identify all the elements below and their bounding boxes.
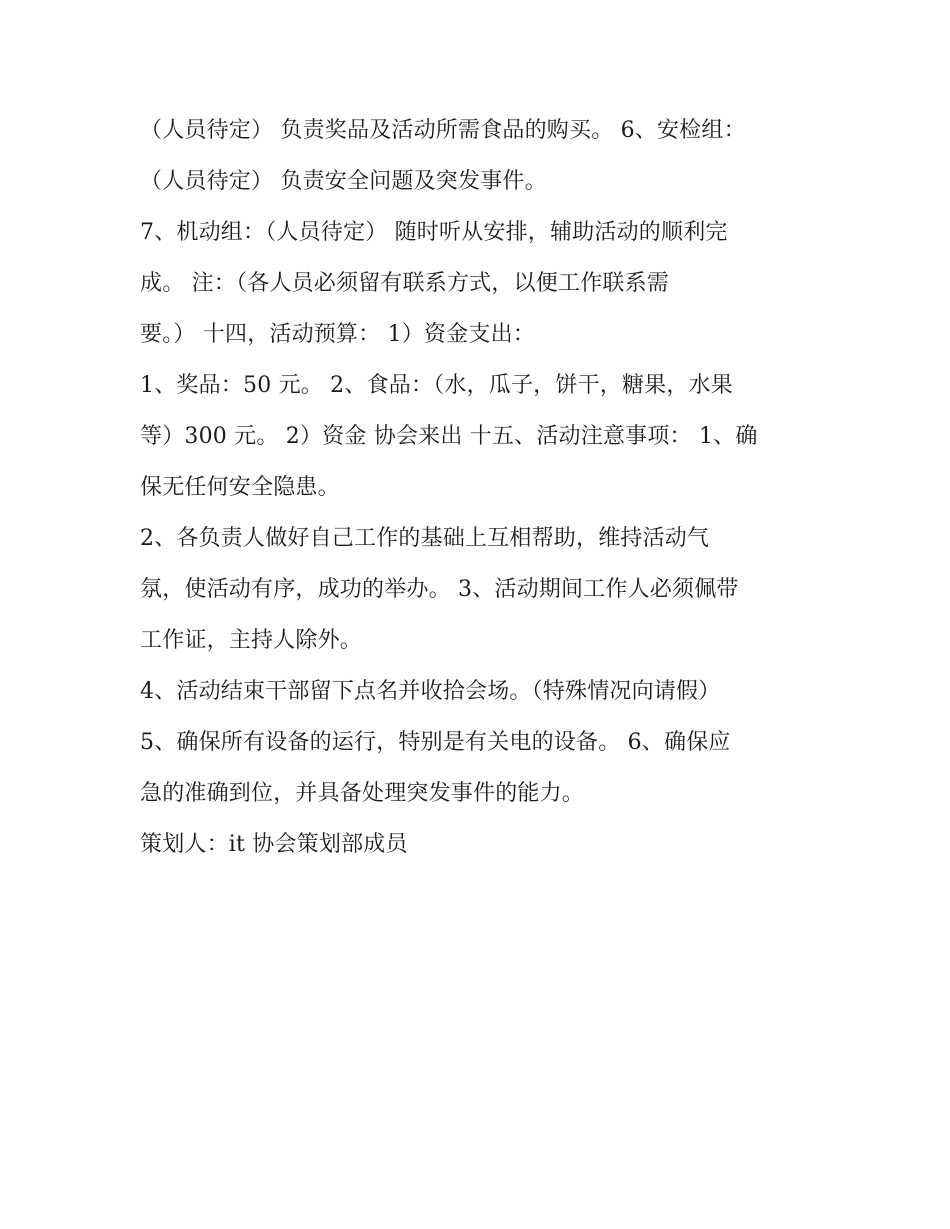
- text-line: 等）300 元。 2）资金 协会来出 十五、活动注意事项： 1、确: [140, 424, 758, 449]
- text-line: 工作证，主持人除外。: [140, 628, 363, 653]
- text-line: 5、确保所有设备的运行，特别是有关电的设备。 6、确保应: [140, 730, 731, 755]
- text-line: 保无任何安全隐患。: [140, 475, 340, 500]
- text-line: 氛，使活动有序，成功的举办。 3、活动期间工作人必须佩带: [140, 577, 739, 602]
- text-line: （人员待定） 负责安全问题及突发事件。: [140, 169, 547, 194]
- text-line: 2、各负责人做好自己工作的基础上互相帮助，维持活动气: [140, 526, 710, 551]
- text-line: 4、活动结束干部留下点名并收拾会场。（特殊情况向请假）: [140, 679, 721, 704]
- text-line: 1、奖品：50 元。 2、食品：（水，瓜子，饼干，糖果，水果: [140, 373, 733, 398]
- text-line: （人员待定） 负责奖品及活动所需食品的购买。 6、安检组：: [140, 118, 746, 143]
- planner-signature-line: 策划人：it 协会策划部成员: [140, 832, 408, 857]
- text-line: 成。 注：（各人员必须留有联系方式，以便工作联系需: [140, 271, 669, 296]
- text-line: 急的准确到位，并具备处理突发事件的能力。: [140, 781, 585, 806]
- text-line: 7、机动组：（人员待定） 随时听从安排，辅助活动的顺利完: [140, 220, 728, 245]
- text-line: 要。） 十四，活动预算： 1）资金支出：: [140, 322, 535, 347]
- document-body: [140, 105, 820, 870]
